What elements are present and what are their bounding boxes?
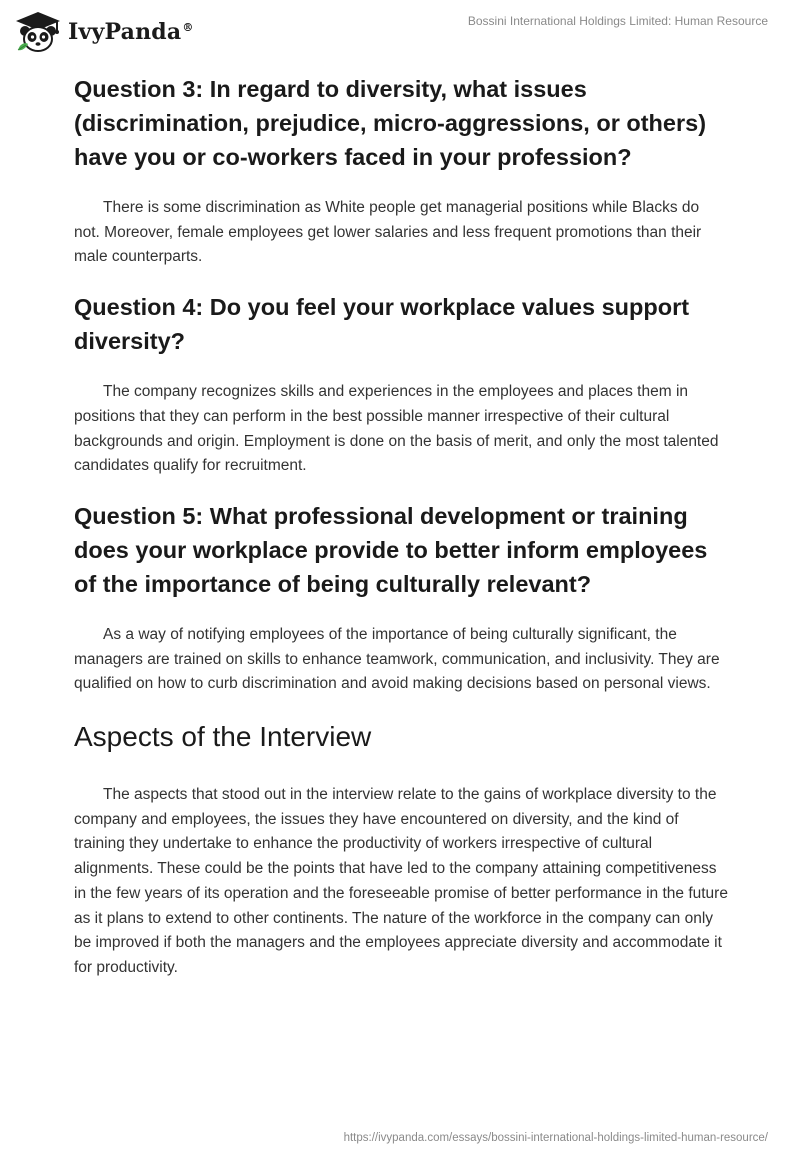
aspects-paragraph: The aspects that stood out in the interview relate to the gains of workplace diversity to the company and employees, the issues they have encountered on diversity, and the kind of training they undertake to enhance the productivity of workers irrespective of cultural alignments. These could be the points that have led to the company attaining competitiveness in the few years of its operation and the foreseeable promise of better performance in the future as it plans to extend to other continents. The nature of the workforce in the company can only be improved if both the managers and the employees appreciate diversity and accommodate it for productivity. [74, 786, 728, 976]
source-url[interactable]: https://ivypanda.com/essays/bossini-international-holdings-limited-human-resource/ [343, 1132, 768, 1144]
panda-graduation-cap-icon [14, 10, 62, 54]
question-4-answer: The company recognizes skills and experiences in the employees and places them in positions that they can perform in the best possible manner irrespective of their cultural backgrounds and origin. Employment is done on the basis of merit, and only the most talented candidates qualify for recruitment. [74, 383, 719, 475]
question-5-heading: Question 5: What professional development or training does your workplace provide to better inform employees of the importance of being culturally relevant? [74, 502, 708, 597]
page-header [0, 0, 800, 64]
ivypanda-logo[interactable] [14, 10, 194, 54]
article-content [74, 72, 728, 981]
question-3-heading: Question 3: In regard to diversity, what issues (discrimination, prejudice, micro-aggressions, or others) have you or co-workers faced in your profession? [74, 76, 707, 170]
aspects-heading: Aspects of the Interview [74, 721, 372, 753]
question-5-answer: As a way of notifying employees of the importance of being culturally significant, the managers are trained on skills to enhance teamwork, communication, and inclusivity. They are qualified on how to curb discrimination and avoid making decisions based on personal views. [74, 625, 720, 693]
brand-name: IvyPanda® [68, 19, 194, 45]
document-title: Bossini International Holdings Limited: Human Resource [467, 14, 768, 28]
question-3-answer: There is some discrimination as White people get managerial positions while Blacks do not. Moreover, female employees get lower salaries and less frequent promotions than their male counterparts. [74, 199, 702, 266]
question-4-heading: Question 4: Do you feel your workplace values support diversity? [74, 294, 690, 355]
